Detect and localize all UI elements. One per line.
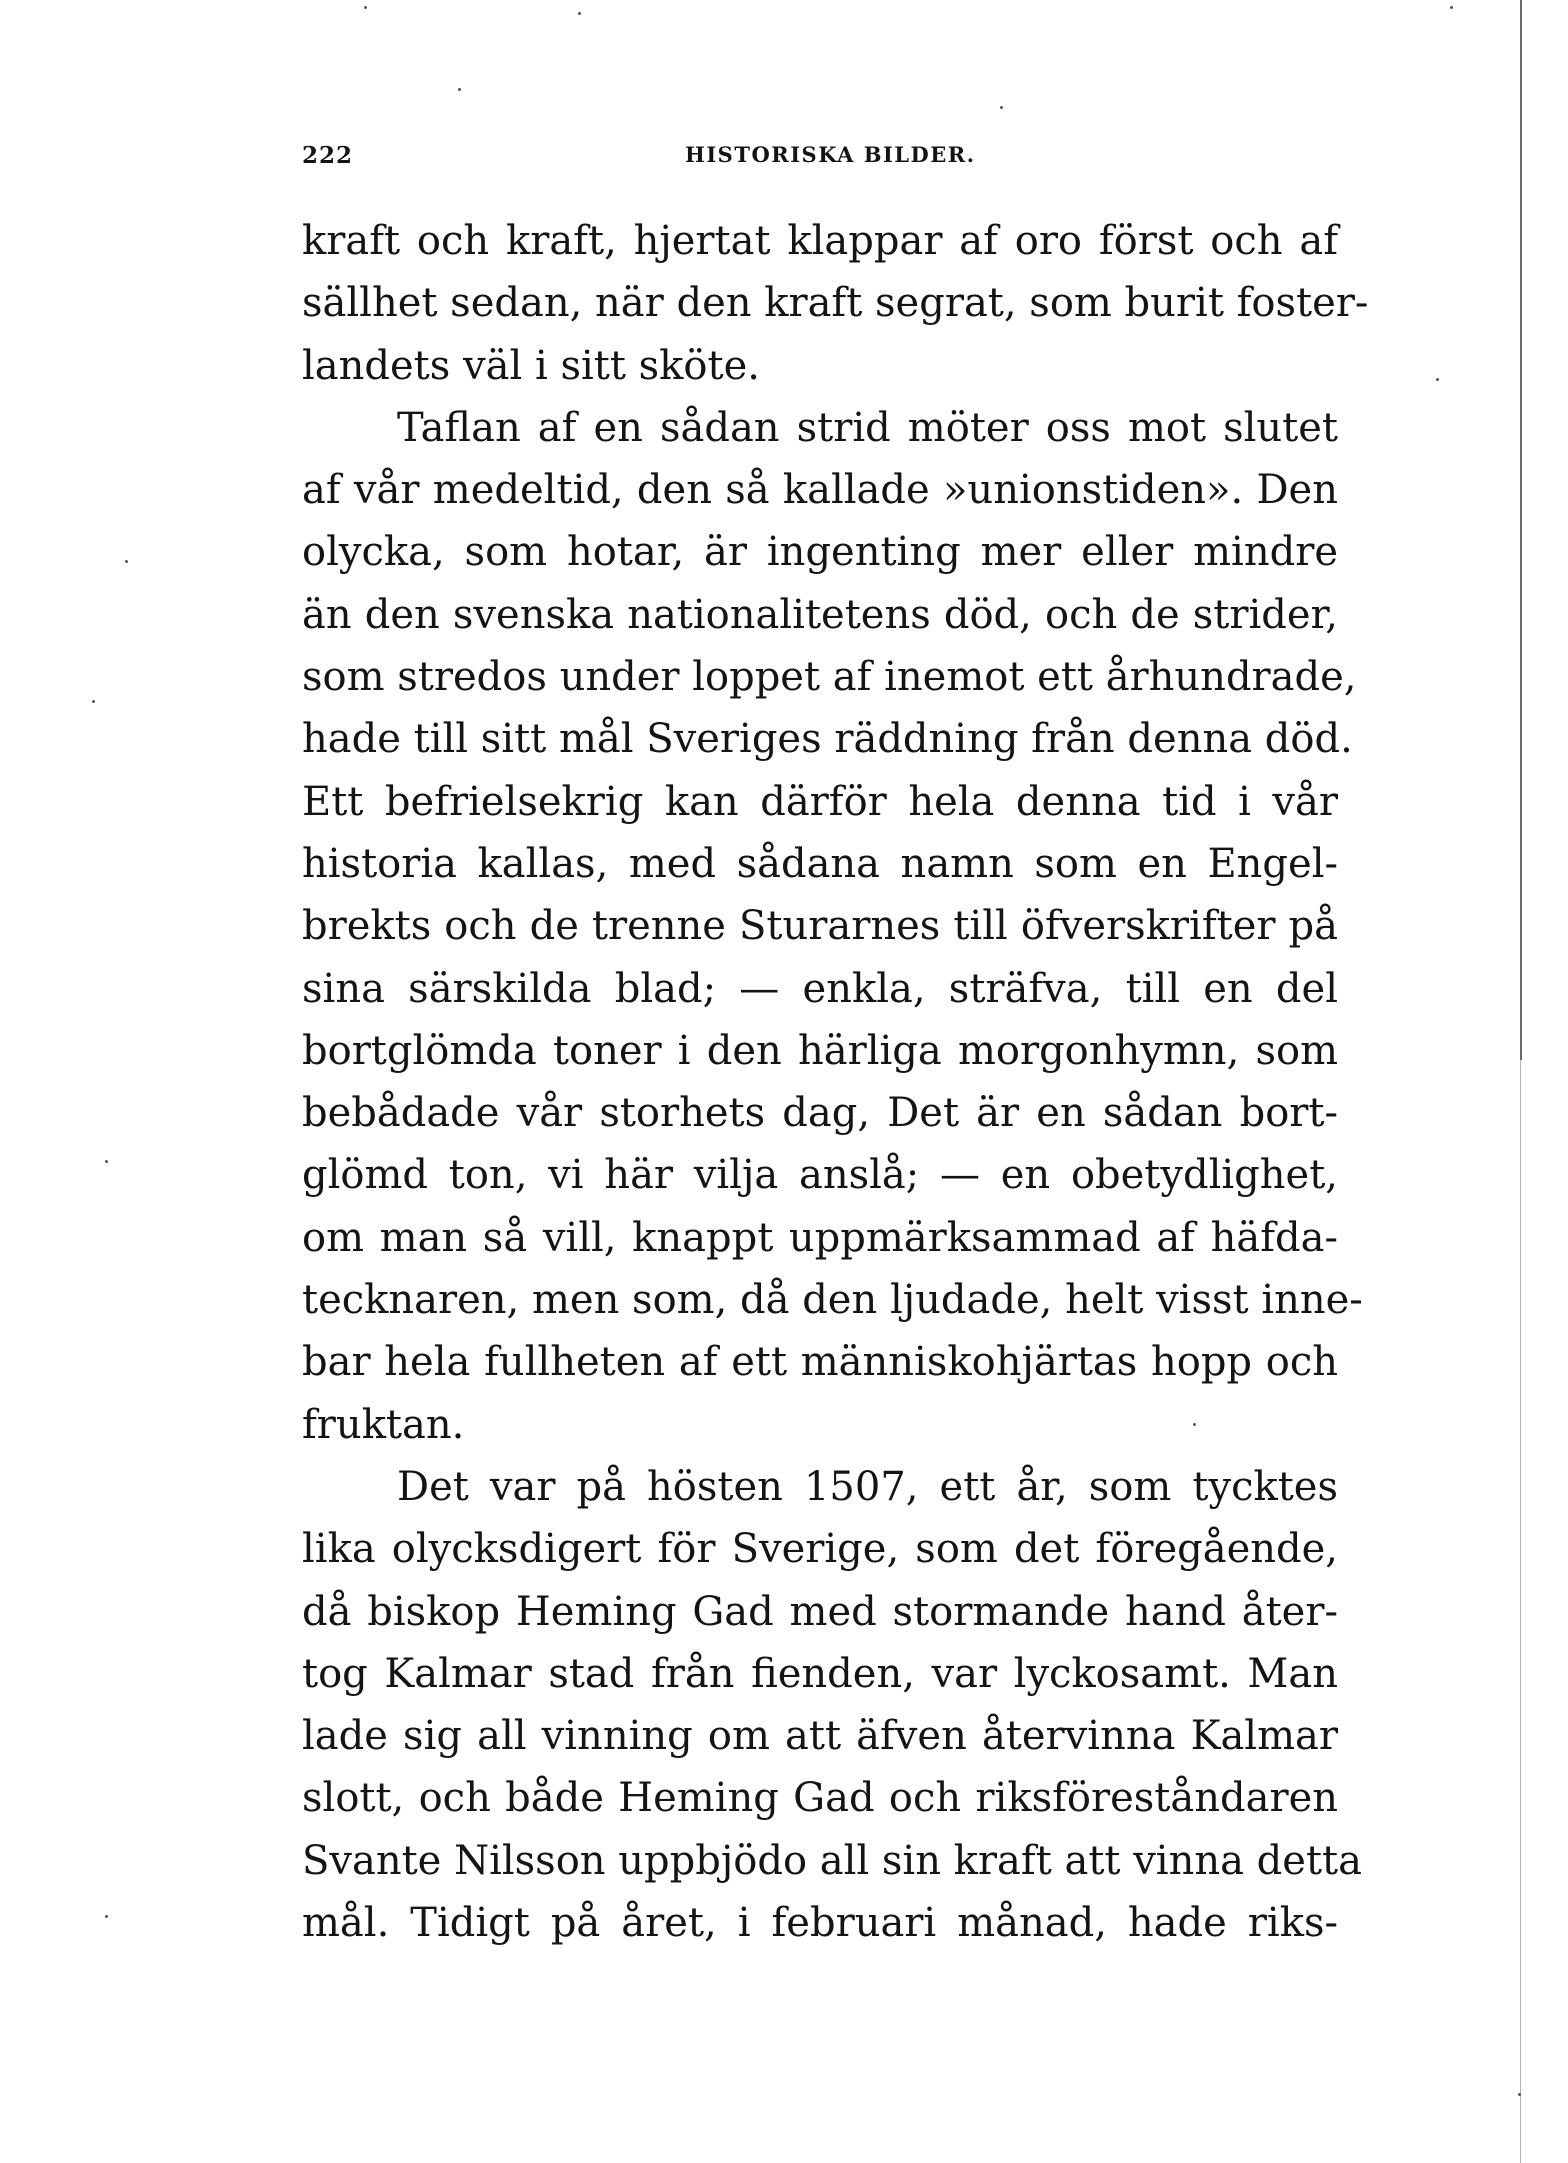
text-line: bar hela fullheten af ett människohjärtas hopp och	[302, 1339, 1338, 1386]
text-line: Ett befrielsekrig kan därför hela denna tid i vår	[302, 778, 1338, 825]
page-number: 222	[302, 142, 354, 169]
text-line: Det var på hösten 1507, ett år, som tycktes	[397, 1463, 1338, 1510]
text-line: än den svenska nationalitetens död, och de strider,	[302, 591, 1338, 638]
scan-speck	[1436, 378, 1439, 381]
text-line: sällhet sedan, när den kraft segrat, som burit foster-	[302, 280, 1369, 327]
text-line: tog Kalmar stad från fienden, var lyckosamt. Man	[302, 1650, 1338, 1697]
text-line: mål. Tidigt på året, i februari månad, hade riks-	[302, 1900, 1338, 1947]
text-line: landets väl i sitt sköte.	[302, 342, 760, 389]
text-line: historia kallas, med sådana namn som en Engel-	[302, 840, 1338, 887]
text-line: slott, och både Heming Gad och riksföreståndaren	[302, 1775, 1338, 1822]
scan-speck	[105, 1160, 108, 1163]
scan-edge-line	[1520, 0, 1522, 1060]
text-line: sina särskilda blad; — enkla, sträfva, till en del	[302, 965, 1338, 1012]
scan-edge-line-lower	[1520, 1060, 1521, 2163]
text-line: bortglömda toner i den härliga morgonhymn, som	[302, 1027, 1338, 1074]
running-head: HISTORISKA BILDER.	[685, 142, 976, 167]
scan-speck	[458, 88, 461, 91]
page-header	[302, 142, 1338, 182]
text-line: kraft och kraft, hjertat klappar af oro först och af	[302, 218, 1338, 264]
text-line: Taflan af en sådan strid möter oss mot slutet	[397, 404, 1338, 451]
scan-speck	[105, 1915, 108, 1918]
text-line: glömd ton, vi här vilja anslå; — en obetydlighet,	[302, 1152, 1338, 1199]
text-line: Svante Nilsson uppbjödo all sin kraft att vinna detta	[302, 1837, 1362, 1884]
scan-speck	[1000, 106, 1003, 109]
text-line: af vår medeltid, den så kallade »unionstiden». Den	[302, 467, 1338, 514]
scan-speck	[578, 12, 581, 15]
body-text	[302, 210, 1369, 1954]
text-line: bebådade vår storhets dag, Det är en sådan bort-	[302, 1090, 1338, 1137]
text-line: då biskop Heming Gad med stormande hand åter-	[302, 1588, 1338, 1635]
text-line: olycka, som hotar, är ingenting mer eller mindre	[302, 529, 1338, 576]
text-line: lika olycksdigert för Sverige, som det föregående,	[302, 1526, 1338, 1573]
text-line: som stredos under loppet af inemot ett århundrade,	[302, 654, 1357, 701]
scan-speck	[125, 560, 128, 563]
text-line: tecknaren, men som, då den ljudade, helt visst inne-	[302, 1277, 1363, 1324]
text-line: om man så vill, knappt uppmärksammad af häfda-	[302, 1214, 1338, 1261]
text-line: lade sig all vinning om att äfven återvinna Kalmar	[302, 1713, 1338, 1760]
scan-speck	[1450, 6, 1453, 9]
text-line: brekts och de trenne Sturarnes till öfverskrifter på	[302, 903, 1338, 950]
scan-speck	[1518, 2093, 1521, 2096]
text-line: hade till sitt mål Sveriges räddning från denna död.	[302, 716, 1353, 763]
scan-speck	[364, 6, 367, 9]
text-line: fruktan.	[302, 1401, 465, 1448]
scan-speck	[92, 700, 95, 703]
